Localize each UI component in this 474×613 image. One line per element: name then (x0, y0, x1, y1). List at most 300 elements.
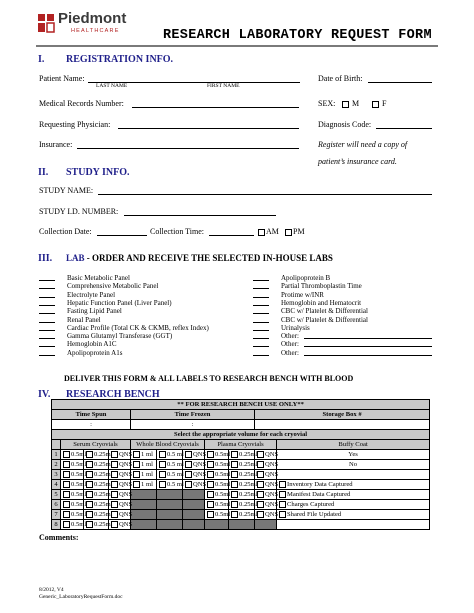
serum-volume-label: QNS (119, 471, 133, 478)
serum-volume-option[interactable] (109, 470, 131, 480)
plasma-volume-label: 0.5ml (215, 491, 231, 498)
serum-volume-label: 0.5ml (71, 451, 87, 458)
plasma-volume-option[interactable] (255, 510, 277, 520)
cryovial-row (52, 460, 430, 470)
plasma-volume-option[interactable] (229, 490, 258, 500)
section-4-numeral: IV. (38, 389, 51, 400)
checkbox-icon (111, 491, 118, 498)
collection-time-field[interactable] (209, 235, 254, 236)
serum-volume-label: QNS (119, 521, 133, 528)
plasma-volume-label: QNS (265, 461, 279, 468)
plasma-volume-label: 0.25ml (239, 461, 258, 468)
study-name-field[interactable] (98, 194, 432, 195)
form-title: RESEARCH LABORATORY REQUEST FORM (163, 28, 432, 43)
first-name-caption: FIRST NAME (207, 83, 240, 89)
row-number: 2 (52, 460, 61, 470)
checkbox-icon (207, 451, 214, 458)
patient-name-label: Patient Name: (39, 74, 85, 83)
checkbox-icon (159, 461, 166, 468)
whole-blood-volume-option[interactable] (183, 470, 205, 480)
buffy-coat-cell[interactable]: Yes (277, 450, 430, 460)
whole-blood-unused-cell (157, 520, 183, 530)
plasma-volume-option[interactable] (255, 470, 277, 480)
whole-blood-volume-option[interactable] (157, 460, 183, 470)
whole-blood-volume-label: 1 ml (141, 451, 153, 458)
checkbox-icon (63, 511, 70, 518)
serum-volume-option[interactable] (84, 500, 113, 510)
checkbox-icon (111, 501, 118, 508)
serum-volume-label: 0.5ml (71, 501, 87, 508)
comments-label: Comments: (39, 533, 79, 542)
section-3-heading: LAB - ORDER AND RECEIVE THE SELECTED IN-HOUSE LABS (66, 253, 333, 263)
lab-select-blank[interactable] (39, 280, 55, 281)
lab-test-label: Urinalysis (281, 323, 310, 332)
plasma-volume-label: 0.5ml (215, 451, 231, 458)
checkbox-icon (86, 471, 93, 478)
lab-select-blank[interactable] (39, 313, 55, 314)
checkbox-icon (159, 451, 166, 458)
checkbox-icon (86, 461, 93, 468)
plasma-volume-option[interactable] (229, 510, 258, 520)
serum-volume-option[interactable] (109, 490, 131, 500)
insurance-label: Insurance: (39, 140, 73, 149)
checkbox-icon (86, 511, 93, 518)
lab-test-label: Basic Metabolic Panel (67, 274, 130, 282)
whole-blood-unused-cell (183, 490, 205, 500)
row-number: 7 (52, 510, 61, 520)
buffy-coat-header: Buffy Coat (277, 440, 430, 450)
header-divider (36, 45, 438, 47)
plasma-volume-option[interactable] (229, 500, 258, 510)
checkbox-icon (257, 501, 264, 508)
plasma-volume-option[interactable] (205, 490, 229, 500)
serum-volume-label: 0.25ml (94, 461, 113, 468)
lab-select-blank[interactable] (39, 330, 55, 331)
lab-test-label: Fasting Lipid Panel (67, 307, 122, 316)
checkbox-icon (279, 491, 286, 498)
serum-volume-label: 0.5ml (71, 521, 87, 528)
checkbox-icon (279, 501, 286, 508)
lab-select-blank[interactable] (253, 322, 269, 323)
insurance-note-line-2: patient’s insurance card. (318, 157, 397, 166)
serum-volume-option[interactable] (61, 480, 87, 490)
physician-field[interactable] (118, 128, 299, 129)
serum-volume-label: QNS (119, 461, 133, 468)
checkbox-icon (185, 451, 192, 458)
checkbox-icon (111, 511, 118, 518)
lab-select-blank[interactable] (253, 288, 269, 289)
lab-test-label: Hepatic Function Panel (Liver Panel) (67, 298, 172, 307)
checkbox-icon (257, 491, 264, 498)
buffy-coat-cell[interactable]: No (277, 460, 430, 470)
serum-volume-label: 0.25ml (94, 521, 113, 528)
section-4-heading: RESEARCH BENCH (66, 389, 160, 400)
checkbox-icon (133, 451, 140, 458)
checkbox-icon (279, 511, 286, 518)
checkbox-icon (207, 501, 214, 508)
checkbox-icon (207, 471, 214, 478)
cryovial-row (52, 490, 430, 500)
plasma-volume-option[interactable] (229, 480, 258, 490)
plasma-volume-label: 0.25ml (239, 501, 258, 508)
lab-select-blank[interactable] (253, 330, 269, 331)
checkbox-icon (185, 471, 192, 478)
checkbox-icon (207, 461, 214, 468)
whole-blood-volume-option[interactable] (157, 480, 183, 490)
plasma-volume-label: 0.25ml (239, 491, 258, 498)
whole-blood-volume-option[interactable] (183, 480, 205, 490)
checkbox-icon (63, 461, 70, 468)
whole-blood-unused-cell (157, 500, 183, 510)
whole-blood-volume-option[interactable] (183, 450, 205, 460)
collection-time-label: Collection Time: (150, 227, 205, 236)
insurance-field[interactable] (77, 148, 299, 149)
plasma-volume-option[interactable] (229, 450, 258, 460)
lab-select-blank[interactable] (39, 322, 55, 323)
plasma-volume-option[interactable] (255, 450, 277, 460)
plasma-volume-option[interactable] (205, 510, 229, 520)
serum-volume-label: 0.25ml (94, 501, 113, 508)
checkbox-icon (86, 451, 93, 458)
checkbox-icon (185, 481, 192, 488)
serum-volume-option[interactable] (61, 450, 87, 460)
sex-m-option[interactable]: M (341, 99, 359, 108)
whole-blood-volume-option[interactable] (157, 450, 183, 460)
whole-blood-unused-cell (131, 490, 157, 500)
serum-volume-option[interactable] (109, 450, 131, 460)
checkbox-icon (133, 461, 140, 468)
checkbox-icon (63, 521, 70, 528)
serum-volume-label: 0.5ml (71, 481, 87, 488)
lab-select-blank[interactable] (253, 305, 269, 306)
whole-blood-unused-cell (183, 510, 205, 520)
whole-blood-volume-option[interactable] (183, 460, 205, 470)
mrn-field[interactable] (132, 107, 299, 108)
lab-test-label: Apolipoprotein B (281, 274, 331, 282)
whole-blood-volume-label: QNS (193, 451, 207, 458)
checkbox-icon (185, 461, 192, 468)
whole-blood-unused-cell (131, 510, 157, 520)
study-id-field[interactable] (124, 215, 276, 216)
time-frozen-field[interactable]: : (131, 420, 255, 430)
physician-label: Requesting Physician: (39, 120, 111, 129)
row-number: 5 (52, 490, 61, 500)
checkbox-icon (231, 461, 238, 468)
serum-volume-option[interactable] (84, 490, 113, 500)
row-number: 6 (52, 500, 61, 510)
plasma-volume-option[interactable] (229, 470, 258, 480)
sex-f-option[interactable]: F (371, 99, 386, 108)
lab-test-label: Gamma Glutamyl Transferase (GGT) (67, 332, 173, 341)
lab-select-blank[interactable] (39, 297, 55, 298)
research-bench-table (51, 399, 430, 530)
buffy-coat-cell[interactable] (277, 510, 430, 520)
storage-box-field[interactable] (255, 420, 430, 430)
lab-test-label: Other: (281, 340, 299, 349)
cryovial-row (52, 510, 430, 520)
plasma-volume-option[interactable] (205, 480, 229, 490)
plasma-volume-option[interactable] (205, 460, 229, 470)
checkbox-icon (111, 471, 118, 478)
serum-volume-option[interactable] (84, 520, 113, 530)
serum-volume-option[interactable] (84, 510, 113, 520)
serum-volume-option[interactable] (84, 460, 113, 470)
serum-volume-label: QNS (119, 511, 133, 518)
plasma-volume-label: QNS (265, 451, 279, 458)
serum-volume-label: QNS (119, 481, 133, 488)
whole-blood-volume-label: 1 ml (141, 481, 153, 488)
sex-label: SEX: (318, 99, 336, 108)
serum-volume-option[interactable] (109, 480, 131, 490)
whole-blood-volume-label: 0.5 ml (167, 461, 184, 468)
checkbox-icon (257, 451, 264, 458)
buffy-coat-cell[interactable] (277, 470, 430, 480)
am-option[interactable]: AM (257, 227, 279, 236)
section-1-numeral: I. (38, 54, 45, 65)
lab-select-blank[interactable] (39, 305, 55, 306)
comments-field[interactable] (39, 543, 432, 583)
lab-test-label: Partial Thromboplastin Time (281, 282, 362, 291)
checkbox-icon (159, 471, 166, 478)
lab-select-blank[interactable] (39, 338, 55, 339)
whole-blood-volume-option[interactable] (131, 470, 157, 480)
checkbox-icon (257, 461, 264, 468)
use-only-banner: ** FOR RESEARCH BENCH USE ONLY** (52, 400, 430, 410)
serum-volume-option[interactable] (109, 500, 131, 510)
lab-select-blank[interactable] (39, 355, 55, 356)
last-name-caption: LAST NAME (96, 83, 128, 89)
serum-cryovials-header: Serum Cryovials (61, 440, 131, 450)
buffy-coat-label: Manifest Data Captured (287, 491, 351, 498)
section-2-numeral: II. (38, 167, 49, 178)
checkbox-icon (111, 521, 118, 528)
serum-volume-option[interactable] (61, 520, 87, 530)
serum-volume-option[interactable] (61, 500, 87, 510)
collection-date-field[interactable] (97, 235, 147, 236)
plasma-volume-option[interactable] (229, 460, 258, 470)
lab-select-blank[interactable] (253, 355, 269, 356)
lab-select-blank[interactable] (253, 313, 269, 314)
pm-option[interactable]: PM (284, 227, 305, 236)
checkbox-icon (86, 501, 93, 508)
whole-blood-volume-label: 1 ml (141, 471, 153, 478)
whole-blood-volume-label: 1 ml (141, 461, 153, 468)
plasma-volume-label: 0.5ml (215, 501, 231, 508)
lab-test-label: CBC w/ Platelet & Differential (281, 315, 368, 324)
serum-volume-label: 0.25ml (94, 481, 113, 488)
serum-volume-option[interactable] (84, 480, 113, 490)
lab-select-blank[interactable] (253, 346, 269, 347)
buffy-coat-label: Inventory Data Captured (287, 481, 353, 488)
study-name-label: STUDY NAME: (39, 186, 94, 195)
checkbox-icon (231, 511, 238, 518)
cryovial-row (52, 450, 430, 460)
whole-blood-volume-label: QNS (193, 471, 207, 478)
buffy-coat-label: Charges Captured (287, 501, 335, 508)
whole-blood-volume-option[interactable] (131, 450, 157, 460)
serum-volume-label: 0.5ml (71, 511, 87, 518)
checkbox-icon (86, 491, 93, 498)
serum-volume-label: QNS (119, 491, 133, 498)
diagnosis-field[interactable] (376, 128, 432, 129)
serum-volume-label: 0.25ml (94, 491, 113, 498)
plasma-unused-cell (229, 520, 255, 530)
serum-volume-option[interactable] (84, 470, 113, 480)
checkbox-icon (63, 501, 70, 508)
lab-test-label: Comprehensive Metabolic Panel (67, 282, 159, 291)
checkbox-icon (285, 229, 292, 236)
plasma-volume-label: QNS (265, 511, 279, 518)
serum-volume-option[interactable] (109, 510, 131, 520)
plasma-volume-label: 0.5ml (215, 461, 231, 468)
insurance-note-line-1: Register will need a copy of (318, 140, 408, 149)
checkbox-icon (231, 491, 238, 498)
serum-volume-option[interactable] (109, 520, 131, 530)
plasma-volume-label: 0.5ml (215, 481, 231, 488)
lab-select-blank[interactable] (253, 280, 269, 281)
checkbox-icon (257, 471, 264, 478)
row-number-header (52, 440, 61, 450)
dob-field[interactable] (368, 82, 432, 83)
checkbox-icon (207, 491, 214, 498)
serum-volume-option[interactable] (61, 510, 87, 520)
whole-blood-unused-cell (183, 500, 205, 510)
plasma-volume-label: 0.25ml (239, 481, 258, 488)
checkbox-icon (257, 481, 264, 488)
dob-label: Date of Birth: (318, 74, 363, 83)
whole-blood-unused-cell (131, 520, 157, 530)
lab-test-label: Cardiac Profile (Total CK & CKMB, reflex Index) (67, 323, 209, 332)
cryovial-row (52, 470, 430, 480)
whole-blood-volume-label: QNS (193, 481, 207, 488)
time-spun-field[interactable]: : (52, 420, 131, 430)
plasma-unused-cell (255, 520, 277, 530)
section-1-heading: REGISTRATION INFO. (66, 54, 174, 65)
time-spun-header: Time Spun (52, 410, 131, 420)
serum-volume-option[interactable] (61, 490, 87, 500)
whole-blood-unused-cell (157, 510, 183, 520)
other-test-field[interactable] (304, 346, 432, 347)
checkbox-icon (231, 471, 238, 478)
cryovial-row (52, 520, 430, 530)
checkbox-icon (133, 471, 140, 478)
buffy-coat-cell[interactable] (277, 480, 430, 490)
cryovial-row (52, 480, 430, 490)
lab-test-label: Hemoglobin and Hematocrit (281, 298, 362, 307)
whole-blood-volume-option[interactable] (131, 480, 157, 490)
storage-box-header: Storage Box # (255, 410, 430, 420)
plasma-volume-label: 0.25ml (239, 511, 258, 518)
serum-volume-label: QNS (119, 451, 133, 458)
lab-select-blank[interactable] (253, 297, 269, 298)
checkbox-icon (372, 101, 379, 108)
other-test-field[interactable] (304, 355, 432, 356)
time-frozen-header: Time Frozen (131, 410, 255, 420)
plasma-volume-option[interactable] (205, 450, 229, 460)
serum-volume-label: 0.5ml (71, 491, 87, 498)
checkbox-icon (133, 481, 140, 488)
checkbox-icon (111, 481, 118, 488)
whole-blood-cryovials-header: Whole Blood Cryovials (131, 440, 205, 450)
lab-test-label: Electrolyte Panel (67, 290, 116, 299)
whole-blood-volume-label: QNS (193, 461, 207, 468)
whole-blood-volume-option[interactable] (157, 470, 183, 480)
whole-blood-volume-label: 0.5 ml (167, 481, 184, 488)
checkbox-icon (111, 451, 118, 458)
footer-filename: Generic_LaboratoryRequestForm.doc (39, 594, 123, 600)
lab-select-blank[interactable] (39, 346, 55, 347)
checkbox-icon (342, 101, 349, 108)
serum-volume-option[interactable] (61, 460, 87, 470)
buffy-coat-cell[interactable] (277, 490, 430, 500)
serum-volume-label: 0.5ml (71, 471, 87, 478)
lab-test-label: CBC w/ Platelet & Differential (281, 307, 368, 316)
whole-blood-unused-cell (183, 520, 205, 530)
row-number: 4 (52, 480, 61, 490)
buffy-coat-cell[interactable] (277, 520, 430, 530)
whole-blood-volume-option[interactable] (131, 460, 157, 470)
checkbox-icon (159, 481, 166, 488)
plasma-volume-option[interactable] (205, 470, 229, 480)
serum-volume-option[interactable] (109, 460, 131, 470)
checkbox-icon (111, 461, 118, 468)
buffy-coat-label: Shared File Updated (287, 511, 342, 518)
buffy-coat-cell[interactable] (277, 500, 430, 510)
serum-volume-label: 0.5ml (71, 461, 87, 468)
serum-volume-label: 0.25ml (94, 511, 113, 518)
lab-test-label: Other: (281, 332, 299, 341)
checkbox-icon (231, 501, 238, 508)
plasma-volume-option[interactable] (255, 500, 277, 510)
plasma-volume-option[interactable] (205, 500, 229, 510)
deliver-instruction: DELIVER THIS FORM & ALL LABELS TO RESEARCH BENCH WITH BLOOD (64, 374, 354, 383)
serum-volume-label: 0.25ml (94, 471, 113, 478)
row-number: 8 (52, 520, 61, 530)
logo-subtitle: HEALTHCARE (71, 28, 120, 34)
footer-version: 8/2012, V4 (39, 587, 64, 593)
plasma-volume-label: 0.5ml (215, 511, 231, 518)
lab-test-label: Hemoglobin A1C (67, 340, 117, 349)
whole-blood-unused-cell (131, 500, 157, 510)
plasma-volume-option[interactable] (255, 480, 277, 490)
checkbox-icon (63, 471, 70, 478)
plasma-volume-option[interactable] (255, 490, 277, 500)
cryovial-row (52, 500, 430, 510)
select-volume-header: Select the appropriate volume for each cryovial (52, 430, 430, 440)
lab-select-blank[interactable] (253, 338, 269, 339)
serum-volume-option[interactable] (61, 470, 87, 480)
plasma-volume-label: 0.25ml (239, 451, 258, 458)
serum-volume-label: QNS (119, 501, 133, 508)
plasma-volume-label: QNS (265, 471, 279, 478)
plasma-volume-option[interactable] (255, 460, 277, 470)
plasma-volume-label: QNS (265, 501, 279, 508)
whole-blood-unused-cell (157, 490, 183, 500)
lab-select-blank[interactable] (39, 288, 55, 289)
checkbox-icon (86, 481, 93, 488)
other-test-field[interactable] (304, 338, 432, 339)
checkbox-icon (207, 481, 214, 488)
plasma-unused-cell (205, 520, 229, 530)
checkbox-icon (86, 521, 93, 528)
plasma-volume-label: 0.5ml (215, 471, 231, 478)
lab-test-label: Apolipoprotein A1s (67, 348, 123, 357)
study-id-label: STUDY I.D. NUMBER: (39, 207, 119, 216)
plasma-volume-label: QNS (265, 491, 279, 498)
serum-volume-option[interactable] (84, 450, 113, 460)
lab-test-label: Protime w/INR (281, 290, 324, 299)
plasma-volume-label: QNS (265, 481, 279, 488)
